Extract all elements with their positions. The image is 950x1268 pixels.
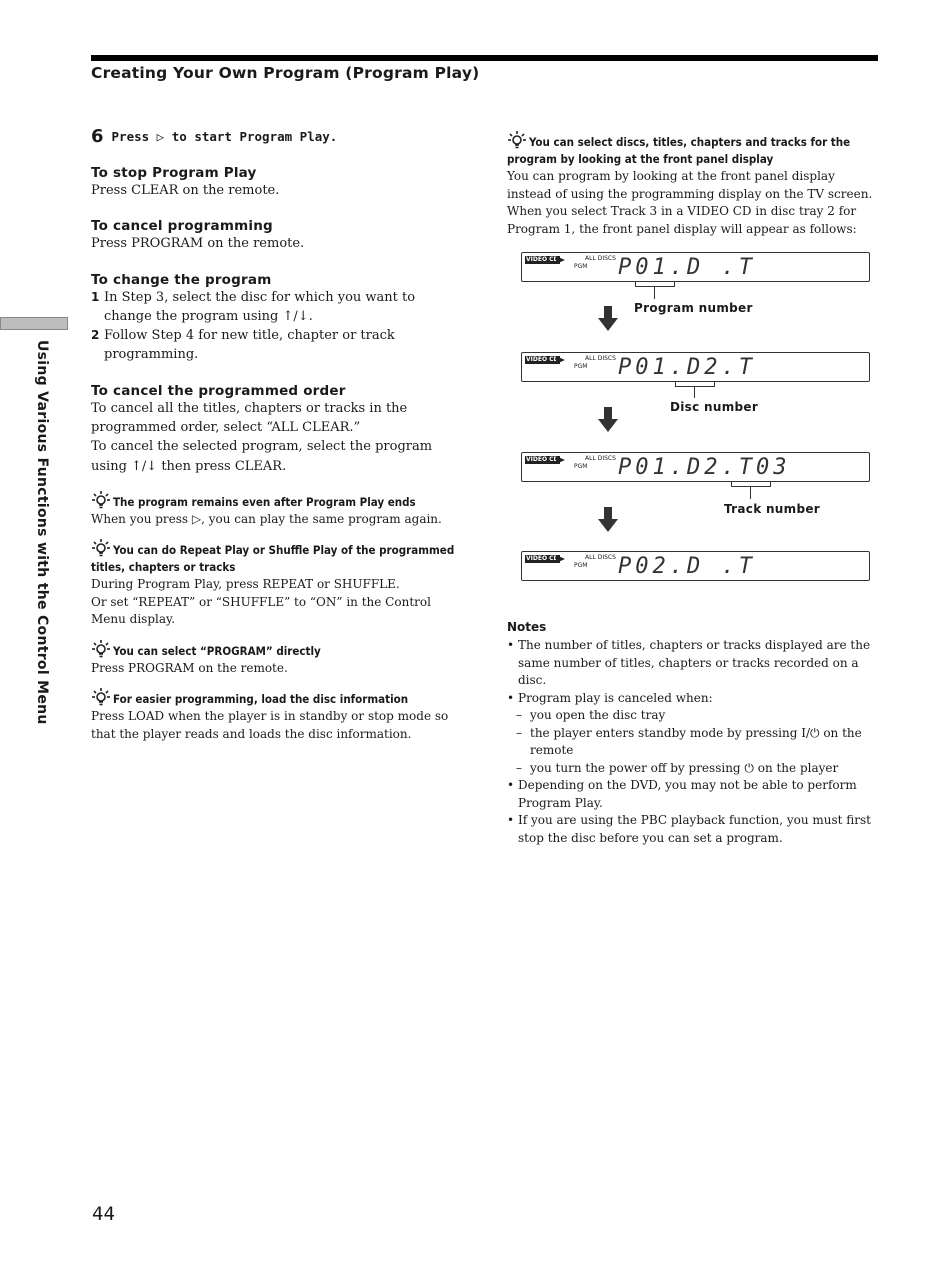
page-number: 44 xyxy=(92,1203,115,1225)
stop-program-text: Press CLEAR on the remote. xyxy=(91,183,280,198)
front-panel-hint-text-1: You can program by looking at the front panel display instead of using the programming display on the TV screen. xyxy=(507,169,873,201)
cancel-order-section xyxy=(91,383,463,476)
right-column xyxy=(507,130,879,238)
pgm-indicator: PGM xyxy=(574,363,588,370)
hint-title: You can do Repeat Play or Shuffle Play of the programmed titles, chapters or tracks xyxy=(91,543,455,575)
play-icon xyxy=(556,555,565,563)
hint-text: Press PROGRAM on the remote. xyxy=(91,660,288,675)
change-program-section xyxy=(91,272,463,365)
cancel-programming-section xyxy=(91,218,463,253)
cancel-order-text-1: To cancel all the titles, chapters or tracks in the programmed order, select “ALL CLEAR.” xyxy=(91,400,408,436)
hint-title: The program remains even after Program Play ends xyxy=(113,494,416,509)
lightbulb-icon xyxy=(91,687,111,707)
list-item: • Depending on the DVD, you may not be able to perform Program Play. xyxy=(507,777,879,812)
hint-block xyxy=(91,490,463,529)
lightbulb-icon xyxy=(507,130,527,150)
change-program-steps xyxy=(91,288,463,365)
list-item: 1 In Step 3, select the disc for which you want to change the program using ↑/↓. xyxy=(91,289,416,324)
pgm-indicator: PGM xyxy=(574,263,588,270)
program-number-label: Program number xyxy=(634,301,753,315)
video-cd-indicator: VIDEO CD xyxy=(526,555,559,562)
notes-list xyxy=(507,637,879,847)
list-item: – you open the disc tray xyxy=(507,707,879,725)
program-number-bracket xyxy=(635,282,675,287)
cancel-programming-text: Press PROGRAM on the remote. xyxy=(91,236,305,252)
display-readout: P01.D .T xyxy=(618,255,756,280)
list-item: 2 Follow Step 4 for new title, chapter or track programming. xyxy=(91,328,395,363)
play-icon xyxy=(556,256,565,264)
step-number: 6 xyxy=(91,126,104,147)
video-cd-indicator: VIDEO CD xyxy=(526,256,559,263)
front-panel-display xyxy=(521,352,870,382)
side-index-tab xyxy=(0,317,68,330)
leader-line xyxy=(694,386,695,398)
lightbulb-icon xyxy=(91,639,111,659)
cancel-order-text-2: To cancel the selected program, select the program using ↑/↓ then press CLEAR. xyxy=(91,439,433,474)
left-column xyxy=(91,126,463,753)
change-program-heading: To change the program xyxy=(91,271,272,288)
notes-heading: Notes xyxy=(507,620,547,634)
hint-title: You can select “PROGRAM” directly xyxy=(113,643,321,658)
video-cd-indicator: VIDEO CD xyxy=(526,356,559,363)
leader-line xyxy=(654,286,655,299)
hint-text-2: Or set “REPEAT” or “SHUFFLE” to “ON” in the Control Menu display. xyxy=(91,594,431,627)
list-item: • If you are using the PBC playback function, you must first stop the disc before you can set a program. xyxy=(507,812,879,847)
all-discs-indicator: ALL DISCS xyxy=(585,255,616,262)
lightbulb-icon xyxy=(91,538,111,558)
hint-text: During Program Play, press REPEAT or SHUFFLE. xyxy=(91,577,400,592)
all-discs-indicator: ALL DISCS xyxy=(585,355,616,362)
track-number-label: Track number xyxy=(724,502,820,516)
display-readout: P01.D2.T03 xyxy=(618,455,791,480)
down-arrow-icon xyxy=(597,407,619,433)
front-panel-hint-title: You can select discs, titles, chapters and tracks for the program by looking at the front panel display xyxy=(507,135,851,166)
section-title: Creating Your Own Program (Program Play) xyxy=(91,64,480,82)
list-item: – the player enters standby mode by pressing I/⏻ on the remote xyxy=(507,725,879,760)
step-6 xyxy=(91,126,463,147)
front-panel-display xyxy=(521,252,870,282)
front-panel-display xyxy=(521,452,870,482)
front-panel-display xyxy=(521,551,870,581)
stop-program-section xyxy=(91,165,463,200)
list-item: • The number of titles, chapters or tracks displayed are the same number of titles, chapters or tracks recorded on a disc. xyxy=(507,637,879,690)
down-arrow-icon xyxy=(597,507,619,533)
side-index-label: Using Various Functions with the Control Menu xyxy=(34,340,50,725)
pgm-indicator: PGM xyxy=(574,562,588,569)
display-readout: P01.D2.T xyxy=(618,355,756,380)
all-discs-indicator: ALL DISCS xyxy=(585,554,616,561)
hint-title: For easier programming, load the disc information xyxy=(113,692,409,707)
down-arrow-icon xyxy=(597,306,619,332)
play-icon xyxy=(556,356,565,364)
video-cd-indicator: VIDEO CD xyxy=(526,456,559,463)
cancel-programming-heading: To cancel programming xyxy=(91,218,273,235)
hint-block xyxy=(91,687,463,743)
list-item: • Program play is canceled when: xyxy=(507,690,879,708)
front-panel-hint-text-2: When you select Track 3 in a VIDEO CD in disc tray 2 for Program 1, the front panel display will appear as follows: xyxy=(507,204,857,236)
leader-line xyxy=(750,486,751,499)
hint-text: When you press ▷, you can play the same program again. xyxy=(91,511,442,526)
disc-number-label: Disc number xyxy=(670,400,759,414)
disc-number-bracket xyxy=(675,382,715,387)
all-discs-indicator: ALL DISCS xyxy=(585,455,616,462)
notes-section xyxy=(507,620,879,847)
lightbulb-icon xyxy=(91,490,111,510)
hint-block xyxy=(91,538,463,629)
display-readout: P02.D .T xyxy=(618,554,756,579)
track-number-bracket xyxy=(731,482,771,487)
hint-text: Press LOAD when the player is in standby or stop mode so that the player reads and loads the disc information. xyxy=(91,709,449,741)
list-item: – you turn the power off by pressing ⏻ on the player xyxy=(507,760,879,778)
pgm-indicator: PGM xyxy=(574,463,588,470)
header-rule xyxy=(91,55,878,61)
cancel-order-heading: To cancel the programmed order xyxy=(91,382,346,399)
play-icon xyxy=(556,456,565,464)
step-label: Press ▷ to start Program Play. xyxy=(111,129,338,144)
stop-program-heading: To stop Program Play xyxy=(91,165,257,181)
hint-block xyxy=(91,639,463,678)
